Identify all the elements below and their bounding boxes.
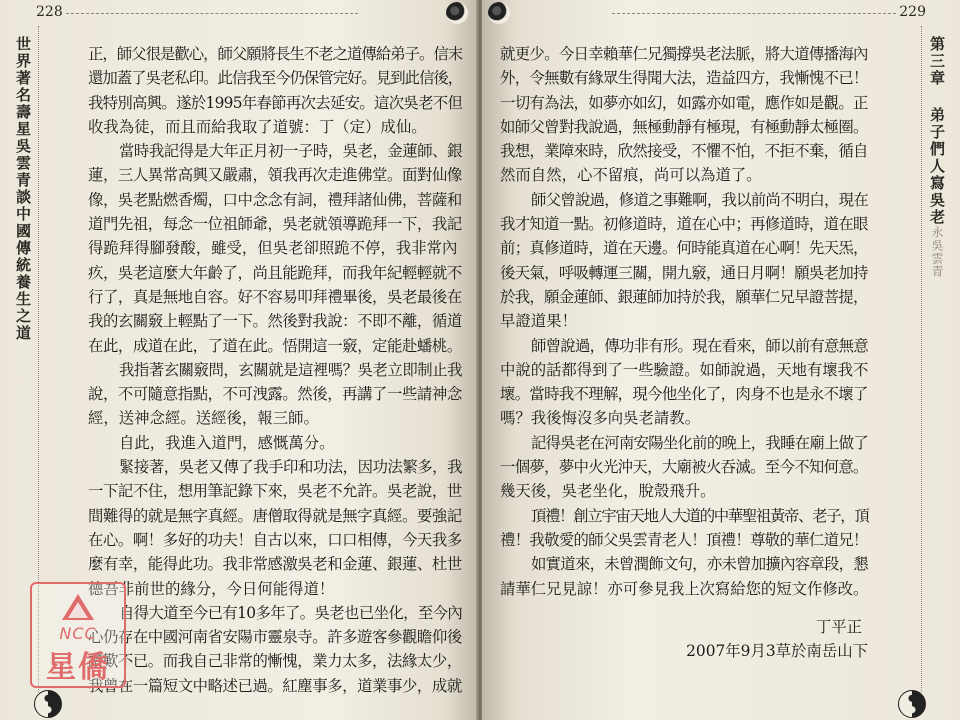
text-line: 我指著玄關竅問，玄關就是這裡嗎？吳老立即制止我 [119,360,462,379]
text-line: 我才知道一點。初修道時，道在心中；再修道時，道在眼 [500,215,868,234]
text-line: 說，不可隨意指點，不可洩露。然後，再講了一些請神念 [88,385,462,404]
text-line: 請華仁兄見諒！亦可參見我上次寫給您的短文作修改。 [500,579,869,598]
stamp-label: NCC [59,624,97,643]
signature-date: 2007年9月3草於南岳山下 [686,642,868,661]
yin-yang-icon [898,690,926,718]
text-line: 自得大道至今已有10多年了。吳老也已坐化，至今內 [119,603,463,622]
text-line: 幾天後，吳老坐化，脫殼飛升。 [500,482,716,501]
text-line: 頂禮！創立宇宙天地人大道的中華聖祖黃帝、老子，頂 [531,506,869,525]
right-page [482,0,960,720]
text-line: 疚，吳老這麼大年齡了，尚且能跪拜，而我年紀輕輕就不 [88,263,462,282]
yin-yang-icon [34,690,62,718]
body-text [500,42,868,663]
ornament-icon [446,2,468,24]
text-line: 緊接著，吳老又傳了我手印和功法，因功法繁多，我 [119,458,462,477]
body-text [88,42,462,698]
text-line: 心仍存在中國河南省安陽市靈泉寺。許多遊客參觀瞻仰後 [88,628,462,647]
text-line: 於我，願金蓮師、銀蓮師加持於我，願華仁兄早證菩提， [500,287,868,306]
stamp-name: 星僑 [46,650,110,685]
text-line: 收我為徒，而且而給我取了道號：丁（定）成仙。 [88,117,427,136]
text-line: 正，師父很是歡心，師父願將長生不老之道傳給弟子。信末 [88,45,463,63]
text-line: 一切有為法，如夢亦如幻，如露亦如電，應作如是觀。正 [500,93,868,112]
text-line: 一個夢，夢中火光沖天，大廟被火吞滅。至今不知何意。 [500,458,868,477]
stamp-triangle-icon [62,594,94,620]
running-title [928,36,946,278]
text-line: 一下記不住，想用筆記錄下來，吳老不允許。吳老說，世 [88,482,462,501]
text-line: 師曾說過，傳功非有形。現在看來，師以前有意無意 [531,336,868,355]
text-line: 然而自然，心不留痕，尚可以為道了。 [500,166,762,185]
text-line: 如師父曾對我說過，無極動靜有極現，有極動靜太極圈。 [500,117,868,136]
text-line: 還加蓋了吳老私印。此信我至今仍保管完好。見到此信後， [88,69,463,88]
text-line: 我的玄關竅上輕點了一下。然後對我說：不即不離，循道 [88,312,462,331]
text-line: 經，送神念經。送經後，報三師。 [88,409,319,428]
text-line: 麼有幸，能得此功。我非常感激吳老和金蓮、銀蓮、杜世 [88,555,462,574]
text-line: 得跪拜得腳發酸，雖受，但吳老卻照跪不停，我非常內 [88,239,458,258]
text-line: 記得吳老在河南安陽坐化前的晚上，我睡在廟上做了 [531,433,868,452]
ornament-icon [488,2,510,24]
text-line: 在心。啊！多好的功夫！自古以來，口口相傳，今天我多 [88,530,462,549]
running-title: 世界著名壽星吳雲青談中國傳統養生之道 [14,36,32,342]
text-line: 在此，成道在此，了道在此。悟開這一竅，定能赴蟠桃。 [88,336,462,355]
text-line: 如實道來，未曾潤飾文句，亦未曾加擴內容章段，懇 [531,555,868,574]
text-line: 蓮，三人異常高興又嚴肅，領我再次走進佛堂。面對仙像 [88,166,462,185]
text-line: 嗎？我後悔沒多向吳老請教。 [500,409,701,428]
text-line: 我想，業障來時，欣然接受，不懼不怕，不拒不棄，循自 [500,142,868,161]
text-line: 行了，真是無地自容。好不容易叩拜禮畢後，吳老最後在 [88,287,462,306]
text-line: 中說的話都得到了一些驗證。如師說過，天地有壞我不 [500,360,869,379]
text-line: 前；真修道時，道在天邊。何時能真道在心啊！先天炁， [500,239,868,258]
page-number: 229 [899,4,926,20]
author-signature: 丁平正 [815,617,862,636]
text-line: 就更少。今日幸賴華仁兄獨撐吳老法脈，將大道傳播海內 [500,45,868,63]
text-line: 外，令無數有緣眾生得聞大法，造益四方，我慚愧不已！ [500,69,868,88]
text-line: 道門先祖，每念一位祖師爺，吳老就領導跪拜一下，我記 [88,215,462,234]
text-line: 間難得的就是無字真經。唐僧取得就是無字真經。要強記 [88,506,462,525]
page-number: 228 [36,4,63,20]
text-line: 讚歎不已。而我自己非常的慚愧，業力太多，法緣太少， [88,652,462,671]
text-line: 當時我記得是大年正月初一子時，吳老，金蓮師、銀 [119,142,462,161]
header-rule [612,13,896,15]
text-line: 禮！我敬愛的師父吳雲青老人！頂禮！尊敬的華仁道兄！ [500,530,868,549]
running-title-sub: 永吳雲青 [930,226,944,278]
running-title-main: 第三章 弟子們人寫吳老 [928,36,946,226]
text-line: 早證道果！ [500,312,577,331]
watermark-stamp [30,582,126,688]
header-rule [66,13,358,15]
text-line: 自此，我進入道門，感慨萬分。 [119,433,335,452]
text-line: 師父曾說過，修道之事難啊，我以前尚不明白，現在 [531,190,868,209]
text-line: 我特別高興。遂於1995年春節再次去延安。這次吳老不但 [88,93,463,112]
text-line: 壞。當時我不理解，現今他坐化了，肉身不也是永不壞了 [500,385,868,404]
text-line: 德吾非前世的緣分，今日何能得道！ [88,579,335,598]
text-line: 後天氣，呼吸轉運三關，開九竅，通日月啊！願吳老加持 [500,263,868,282]
text-line: 我曾在一篇短文中略述已過。紅塵事多，道業事少，成就 [88,676,462,695]
text-line: 像，吳老點燃香燭，口中念念有詞，禮拜諸仙佛，菩薩和 [88,190,462,209]
